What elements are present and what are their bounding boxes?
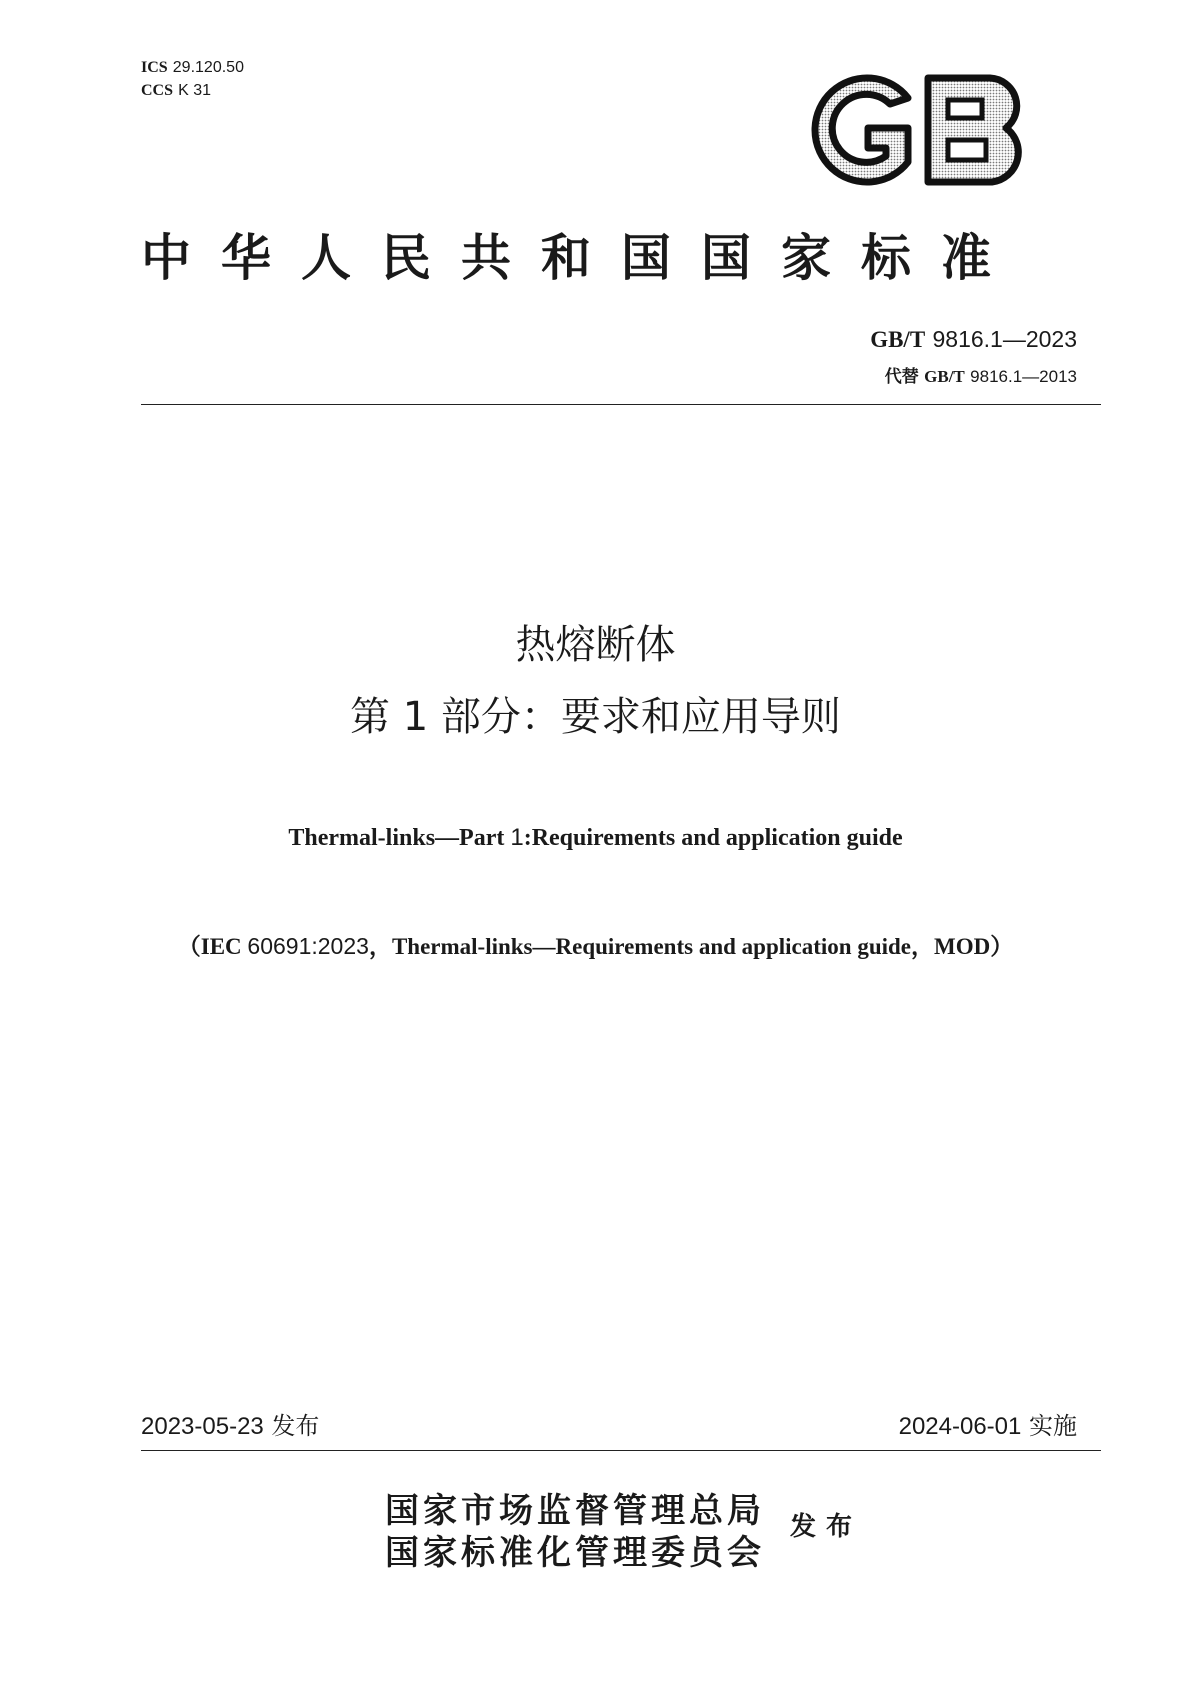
ics-label: ICS (141, 59, 168, 76)
ccs-code: K 31 (178, 82, 212, 99)
gb-logo (800, 68, 1040, 192)
title-en-part-number: 1 (510, 824, 524, 851)
issue-date-block (141, 1410, 319, 1443)
classification-codes (141, 56, 244, 102)
ics-line (141, 56, 244, 79)
ics-code: 29.120.50 (172, 59, 244, 76)
adoption-text: ，Thermal-links—Requirements and application guide，MOD） (368, 934, 1014, 959)
title-en-pre: Thermal-links—Part (288, 825, 505, 851)
title-en-post: :Requirements and application guide (523, 825, 903, 851)
implementation-date: 2024-06-01 (898, 1413, 1022, 1440)
title-en (0, 822, 1191, 854)
adoption-note (0, 930, 1191, 963)
title-zh-line1: 热熔断体 (515, 622, 676, 668)
replaces-standard (885, 366, 1077, 388)
standard-number (870, 324, 1077, 355)
standard-prefix: GB/T (870, 327, 926, 352)
replaces-label: 代替 (884, 367, 919, 387)
header-divider (141, 404, 1101, 405)
issue-label: 发布 (271, 1412, 320, 1440)
national-standard-title: 中华人民共和国国家标准 (141, 228, 1021, 287)
ccs-label: CCS (141, 82, 174, 99)
implementation-date-block (899, 1410, 1077, 1443)
title-zh-line2: 第 1 部分：要求和应用导则 (350, 694, 841, 740)
standard-code: 9816.1—2023 (932, 326, 1077, 352)
adoption-ref: 60691:2023 (247, 933, 369, 959)
ccs-line (141, 79, 244, 102)
implementation-label: 实施 (1029, 1412, 1077, 1440)
issuer-line2: 国家标准化管理委员会 (385, 1533, 765, 1573)
issuer-issue-word: 发布 (790, 1512, 863, 1542)
footer-divider (141, 1450, 1101, 1451)
replaces-number: 9816.1—2013 (970, 367, 1077, 386)
issue-date: 2023-05-23 (141, 1413, 264, 1440)
issuer-block (385, 1490, 765, 1574)
adoption-open: （IEC (177, 934, 242, 959)
issuer-line1: 国家市场监督管理总局 (385, 1491, 765, 1531)
replaces-prefix: GB/T (924, 367, 965, 386)
